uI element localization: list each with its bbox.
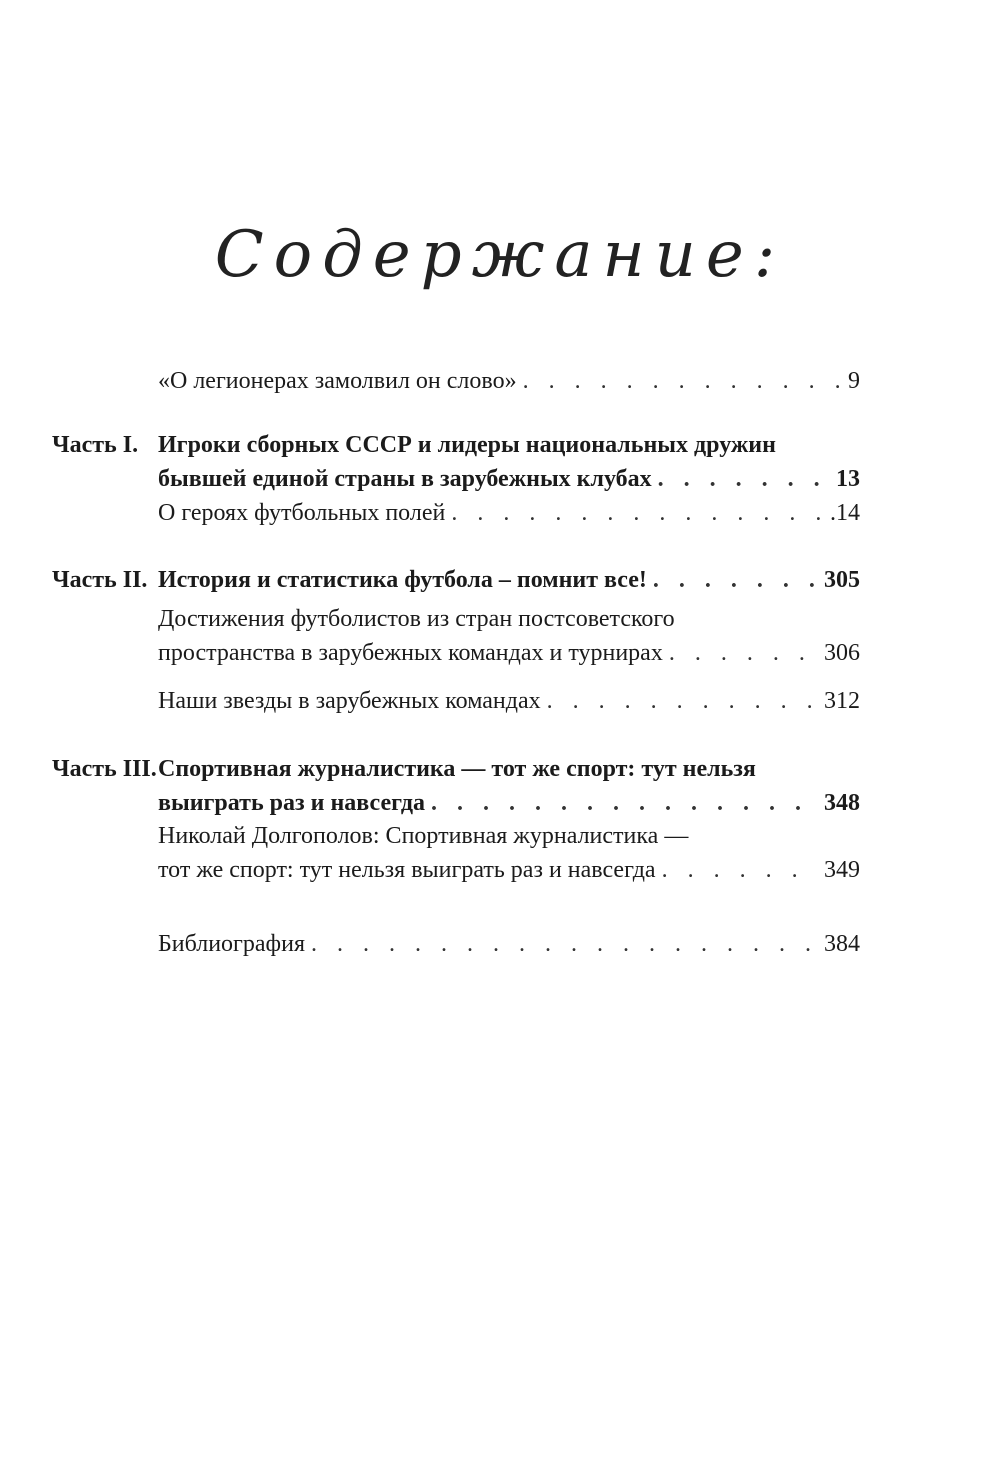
toc-entry-title: Библиография <box>158 931 305 957</box>
toc-entry-title: О героях футбольных полей <box>158 500 446 526</box>
toc-entry-title: «О легионерах замолвил он слово» <box>158 368 517 394</box>
leader-dots <box>547 684 818 718</box>
toc-entry-title: пространства в зарубежных командах и турнирах <box>158 640 663 666</box>
toc-entry-title: Достижения футболистов из стран постсоветского <box>158 606 675 632</box>
toc-entry-title: Николай Долгополов: Спортивная журналистика — <box>158 823 689 849</box>
contents-title: Содержание: <box>214 218 786 292</box>
toc-entry-title: бывшей единой страны в зарубежных клубах <box>158 466 652 492</box>
leader-dots <box>523 364 842 398</box>
toc-entry-stars[interactable] <box>158 684 860 718</box>
toc-entry-title: выиграть раз и навсегда <box>158 790 425 816</box>
leader-dots <box>431 786 818 820</box>
page-number: 305 <box>824 567 860 593</box>
toc-entry-achievements[interactable] <box>158 602 860 670</box>
toc-entry-dolgopolov[interactable] <box>158 819 860 887</box>
toc-entry-title: История и статистика футбола – помнит все! <box>158 567 647 593</box>
toc-entry-title: Наши звезды в зарубежных командах <box>158 688 541 714</box>
toc-entry-intro[interactable] <box>158 364 860 398</box>
leader-dots <box>658 462 830 496</box>
page-number: 306 <box>824 640 860 666</box>
page-number: 9 <box>848 368 860 394</box>
toc-entry-title: Спортивная журналистика — тот же спорт: тут нельзя <box>158 756 756 782</box>
toc-entry-title: Игроки сборных СССР и лидеры национальных дружин <box>158 432 776 458</box>
page-number: .14 <box>830 500 860 526</box>
part-label: Часть I. <box>52 432 139 458</box>
toc-part-3[interactable] <box>158 752 860 820</box>
page-number: 349 <box>824 857 860 883</box>
part-label: Часть II. <box>52 567 148 593</box>
leader-dots <box>451 496 824 530</box>
page-number: 348 <box>824 790 860 816</box>
toc-entry-heroes[interactable] <box>158 496 860 530</box>
toc-part-2[interactable] <box>158 563 860 597</box>
page-number: 13 <box>836 466 860 492</box>
toc-entry-title: тот же спорт: тут нельзя выиграть раз и навсегда <box>158 857 656 883</box>
leader-dots <box>311 927 818 961</box>
leader-dots <box>669 636 818 670</box>
page-number: 312 <box>824 688 860 714</box>
part-label: Часть III. <box>52 756 157 782</box>
toc-entry-bibliography[interactable] <box>158 927 860 961</box>
leader-dots <box>653 563 818 597</box>
leader-dots <box>662 853 818 887</box>
toc-part-1[interactable] <box>158 428 860 496</box>
page-number: 384 <box>824 931 860 957</box>
